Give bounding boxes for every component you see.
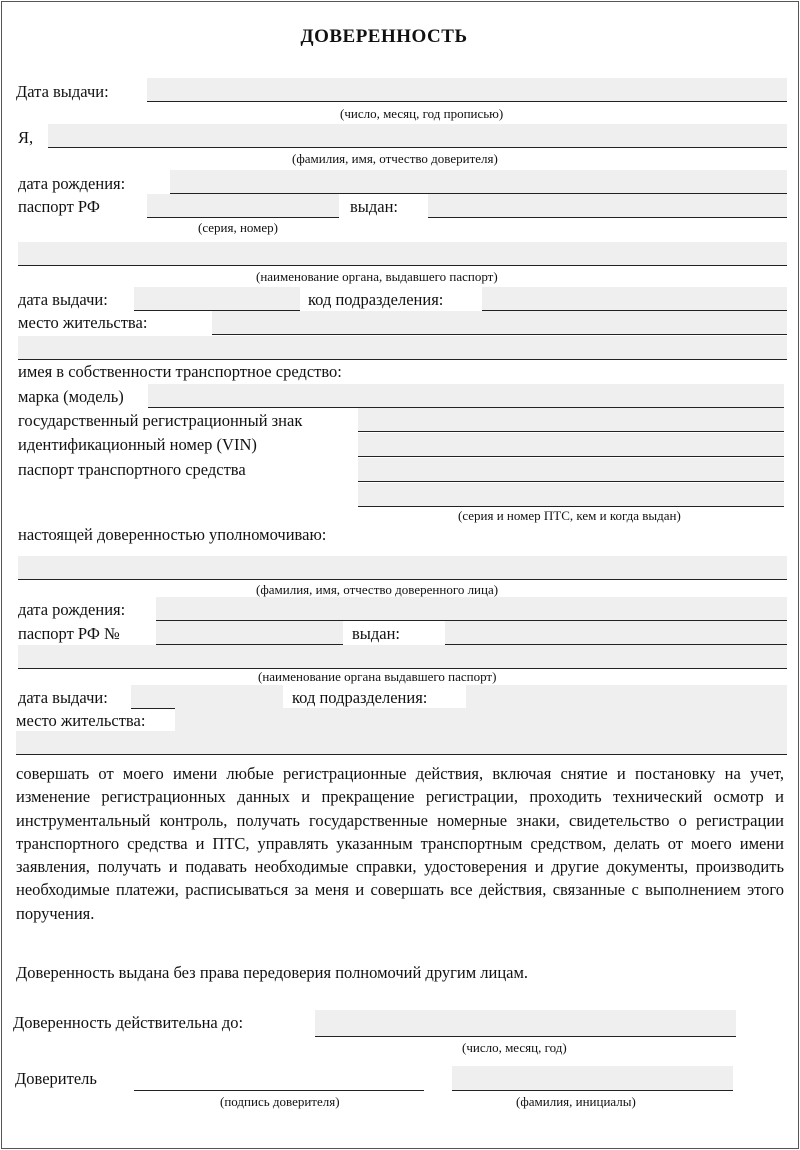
agent-passport-label: паспорт РФ № [18,624,120,643]
agent-birth-date-field[interactable] [156,597,787,621]
surname-initials-field[interactable] [452,1066,733,1091]
principal-residence-label: место жительства: [18,313,148,332]
agent-name-caption: (фамилия, имя, отчество доверенного лица) [256,582,499,597]
vehicle-reg-plate-field[interactable] [358,408,784,432]
principal-passport-number-caption: (серия, номер) [198,220,278,235]
vehicle-pts-caption: (серия и номер ПТС, кем и когда выдан) [458,508,681,523]
vehicle-pts-field-2[interactable] [358,483,784,507]
agent-residence-field[interactable] [175,708,787,732]
vehicle-intro-label: имея в собственности транспортное средство: [18,362,342,381]
vehicle-pts-label: паспорт транспортного средства [18,460,246,479]
agent-division-code-field[interactable] [466,685,787,709]
issue-date-label: Дата выдачи: [16,82,109,101]
principal-name-caption: (фамилия, имя, отчество доверителя) [292,151,498,166]
vehicle-pts-field[interactable] [358,458,784,482]
agent-passport-number-field[interactable] [156,621,343,645]
principal-division-code-label: код подразделения: [308,290,444,309]
agent-passport-issue-date-field[interactable] [131,685,283,709]
principal-name-field[interactable] [48,124,787,148]
agent-issued-label: выдан: [352,624,401,643]
principal-passport-issue-date-field[interactable] [134,287,300,311]
agent-division-code-label: код подразделения: [292,688,428,707]
principal-residence-field-2[interactable] [18,336,787,360]
principal-passport-authority-caption: (наименование органа, выдавшего паспорт) [256,269,498,284]
principal-birth-date-field[interactable] [170,170,787,194]
surname-initials-caption: (фамилия, инициалы) [516,1094,636,1109]
principal-passport-issuer-field[interactable] [428,194,787,218]
document-title: ДОВЕРЕННОСТЬ [300,26,468,47]
principal-residence-field[interactable] [212,311,787,335]
vehicle-reg-plate-label: государственный регистрационный знак [18,411,303,430]
principal-passport-label: паспорт РФ [18,197,100,216]
principal-division-code-field[interactable] [482,287,787,311]
agent-passport-authority-field[interactable] [18,645,787,669]
valid-until-field[interactable] [315,1010,736,1037]
issue-date-field[interactable] [147,78,787,102]
principal-passport-authority-field[interactable] [18,242,787,266]
vehicle-vin-label: идентификационный номер (VIN) [18,435,257,454]
vehicle-make-field[interactable] [148,384,784,408]
signature-caption: (подпись доверителя) [220,1094,340,1109]
i-label: Я, [18,128,34,147]
vehicle-make-label: марка (модель) [18,387,124,406]
valid-until-label: Доверенность действительна до: [13,1013,244,1032]
authorize-label: настоящей доверенностью уполномочиваю: [18,525,327,544]
agent-name-field[interactable] [18,556,787,580]
no-subdelegation-text: Доверенность выдана без права передоверия полномочий другим лицам. [16,963,529,982]
signature-field[interactable] [134,1066,424,1091]
agent-residence-label: место жительства: [16,711,146,730]
agent-birth-date-label: дата рождения: [18,600,126,619]
issue-date-caption: (число, месяц, год прописью) [340,106,504,121]
agent-passport-authority-caption: (наименование органа выдавшего паспорт) [258,669,497,684]
principal-sign-label: Доверитель [15,1069,97,1088]
agent-residence-field-2[interactable] [16,731,787,755]
powers-paragraph: совершать от моего имени любые регистрационные действия, включая снятие и постановку на учет, изменение регистрационных данных и прекращение регистрации, проходить технический осмотр и инструментальный контроль, получать государственные номерные знаки, свидетельство о регистрации транспортного средства и ПТС, управлять указанным транспортным средством, делать от моего имени заявления, получать и подавать необходимые справки, удостоверения и другие документы, производить необходимые платежи, расписываться за меня и совершать все действия, связанные с выполнением этого поручения. [16,764,784,923]
principal-passport-number-field[interactable] [147,194,339,218]
valid-until-caption: (число, месяц, год) [462,1040,567,1055]
principal-passport-issue-date-label: дата выдачи: [18,290,108,309]
agent-passport-issuer-field[interactable] [445,621,787,645]
principal-issued-label: выдан: [350,197,399,216]
vehicle-vin-field[interactable] [358,433,784,457]
agent-passport-issue-date-label: дата выдачи: [18,688,108,707]
principal-birth-date-label: дата рождения: [18,174,126,193]
